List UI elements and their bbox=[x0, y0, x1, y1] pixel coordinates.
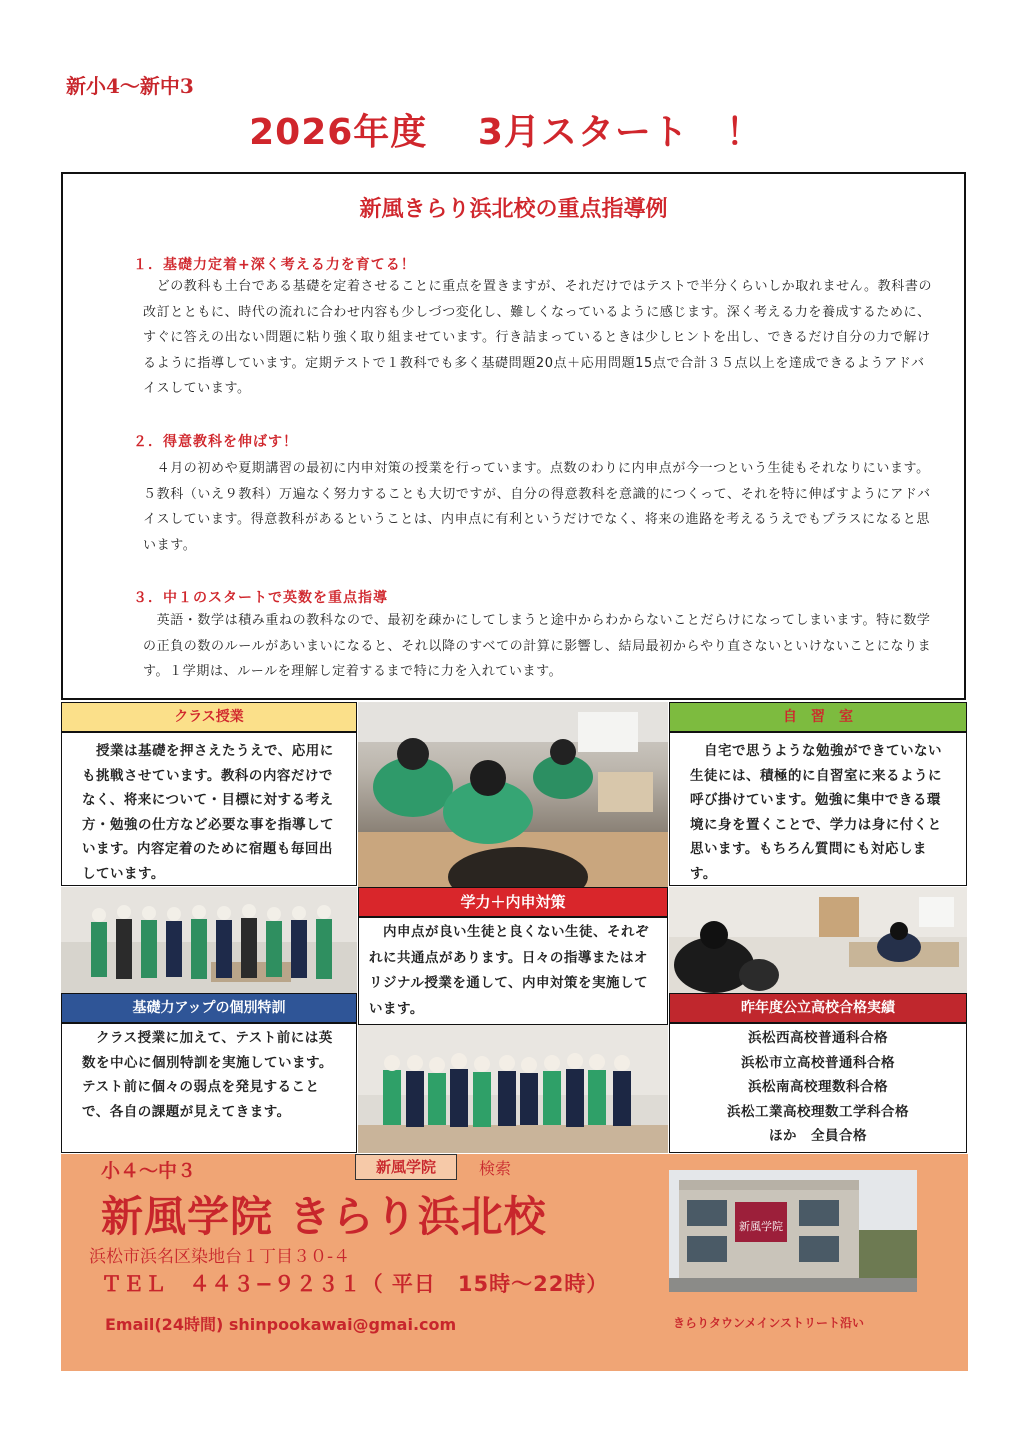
results-list bbox=[669, 1023, 967, 1153]
search-box[interactable]: 新風学院 bbox=[355, 1154, 457, 1180]
section-2-body: ４月の初めや夏期講習の最初に内申対策の授業を行っています。点数のわりに内申点が今一つという生徒もそれなりにいます。５教科（いえ９教科）万遍なく努力することも大切ですが、自分の得意教科を意識的につくって、それを特に伸ばすようにアドバイスしています。得意教科があるということは、内申点に有利というだけでなく、将来の進路を考えるうえでもプラスになると思います。 bbox=[143, 461, 931, 553]
group-photo-1 bbox=[61, 887, 357, 993]
results-heading: 昨年度公立高校合格実績 bbox=[669, 993, 967, 1023]
building-sign: 新風学院 bbox=[739, 1220, 783, 1233]
individual-training-heading: 基礎力アップの個別特訓 bbox=[61, 993, 357, 1023]
school-footer bbox=[61, 1154, 968, 1371]
study-room-heading: 自 習 室 bbox=[669, 702, 967, 732]
section-2-heading: ２．得意教科を伸ばす！ bbox=[133, 434, 298, 450]
class-lessons-heading: クラス授業 bbox=[61, 702, 357, 732]
search-label: 検索 bbox=[479, 1159, 512, 1178]
section-3-heading: ３．中１のスタートで英数を重点指導 bbox=[133, 590, 388, 606]
headline: 2026年度 3月スタート ！ bbox=[249, 112, 763, 153]
result-item: ほか 全員合格 bbox=[769, 1128, 867, 1144]
telephone: ＴＥＬ ４４３−９２３１（ 平日 15時〜22時） bbox=[101, 1272, 609, 1296]
study-room-body: 自宅で思うような勉強ができていない生徒には、積極的に自習室に来るように呼び掛けています。勉強に集中できる環境に身を置くことで、学力は身に付くと思います。もちろん質問にも対応します。 bbox=[669, 732, 967, 886]
school-name: 新風学院 きらり浜北校 bbox=[101, 1192, 547, 1241]
focus-title: 新風きらり浜北校の重点指導例 bbox=[359, 197, 668, 222]
section-1-body: どの教科も土台である基礎を定着させることに重点を置きますが、それだけではテストで半分くらいしか取れません。教科書の改訂とともに、時代の流れに合わせ内容も少しづつ変化し、難しくなっているように感じます。深く考える力を養成するために、すぐに答えの出ない問題に粘り強く取り組ませています。行き詰まっているときは少しヒントを出し、できるだけ自分の力で解けるように指導しています。定期テストで１教科でも多く基礎問題20点＋応用問題15点で合計３５点以上を達成できるようアドバイスしています。 bbox=[143, 279, 933, 396]
naishin-body: 内申点が良い生徒と良くない生徒、それぞれに共通点があります。日々の指導またはオリジナル授業を通して、内申対策を実施しています。 bbox=[358, 917, 668, 1025]
class-lessons-body: 授業は基礎を押さえたうえで、応用にも挑戦させています。教科の内容だけでなく、将来について・目標に対する考え方・勉強の仕方など必要な事を指導しています。内容定着のために宿題も毎回出しています。 bbox=[61, 732, 357, 886]
location-note: きらりタウンメインストリート沿い bbox=[673, 1316, 865, 1330]
focus-panel bbox=[61, 172, 966, 700]
address: 浜松市浜名区染地台１丁目３０-４ bbox=[89, 1247, 351, 1267]
classroom-photo bbox=[358, 702, 668, 888]
section-1-heading: １．基礎力定着+深く考える力を育てる！ bbox=[133, 257, 416, 273]
result-item: 浜松西高校普通科合格 bbox=[748, 1030, 888, 1046]
individual-training-body: クラス授業に加えて、テスト前には英数を中心に個別特訓を実施しています。テスト前に個々の弱点を発見することで、各自の課題が見えてきます。 bbox=[61, 1023, 357, 1153]
email: Email(24時間) shinpookawai@gmai.com bbox=[105, 1315, 457, 1334]
result-item: 浜松工業高校理数工学科合格 bbox=[727, 1103, 909, 1120]
school-building-photo bbox=[669, 1170, 917, 1292]
naishin-heading: 学力＋内申対策 bbox=[358, 887, 668, 917]
result-item: 浜松市立高校普通科合格 bbox=[741, 1054, 895, 1071]
section-3-body: 英語・数学は積み重ねの教科なので、最初を疎かにしてしまうと途中からわからないことだらけになってしまいます。特に数学の正負の数のルールがあいまいになると、それ以降のすべての計算に影響し、結局最初からやり直さないといけないことになります。１学期は、ルールを理解し定着するまで特に力を入れています。 bbox=[143, 613, 932, 679]
result-item: 浜松南高校理数科合格 bbox=[748, 1079, 888, 1095]
group-photo-2 bbox=[358, 1025, 668, 1153]
footer-grade-range: 小４〜中３ bbox=[101, 1160, 197, 1182]
study-room-photo bbox=[669, 887, 967, 993]
grade-range: 新小4〜新中3 bbox=[66, 74, 194, 98]
